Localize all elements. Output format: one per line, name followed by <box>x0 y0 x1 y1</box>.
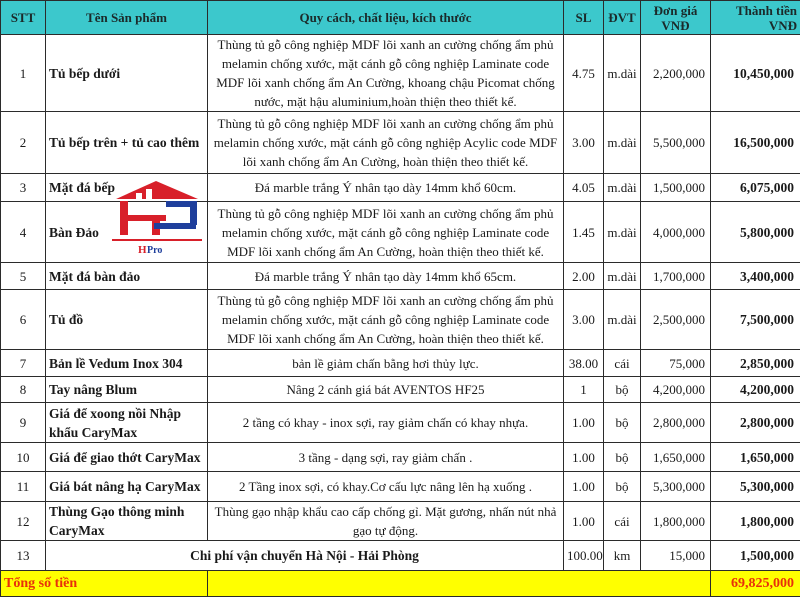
cell-total: 1,800,000 <box>711 502 800 541</box>
cell-price: 1,700,000 <box>641 263 711 290</box>
cell-stt: 7 <box>1 350 46 377</box>
cell-price: 4,000,000 <box>641 202 711 263</box>
svg-text:H: H <box>138 244 147 255</box>
cell-total: 5,800,000 <box>711 202 800 263</box>
cell-stt: 8 <box>1 377 46 403</box>
cell-unit: m.dài <box>604 290 641 350</box>
cell-total: 5,300,000 <box>711 472 800 502</box>
cell-price: 5,300,000 <box>641 472 711 502</box>
cell-unit: cái <box>604 350 641 377</box>
cell-price: 1,500,000 <box>641 174 711 202</box>
cell-price: 2,500,000 <box>641 290 711 350</box>
cell-unit: bộ <box>604 472 641 502</box>
cell-spec: Thùng gạo nhập khẩu cao cấp chống gỉ. Mặt gương, nhấn nút nhả gạo tự động. <box>208 502 564 541</box>
header-stt: STT <box>1 1 46 35</box>
header-spec: Quy cách, chất liệu, kích thước <box>208 1 564 35</box>
cell-qty: 3.00 <box>564 112 604 174</box>
cell-total: 6,075,000 <box>711 174 800 202</box>
cell-qty: 4.05 <box>564 174 604 202</box>
grand-total-value: 69,825,000 <box>711 571 800 597</box>
header-qty: SL <box>564 1 604 35</box>
cell-name: Tủ đồ <box>46 290 208 350</box>
cell-total: 10,450,000 <box>711 35 800 112</box>
cell-total: 1,500,000 <box>711 541 800 571</box>
cell-unit: m.dài <box>604 112 641 174</box>
cell-price: 15,000 <box>641 541 711 571</box>
table-row <box>1 502 800 541</box>
cell-name: Tay nâng Blum <box>46 377 208 403</box>
table-row <box>1 472 800 502</box>
cell-total: 7,500,000 <box>711 290 800 350</box>
header-price-line2: VNĐ <box>661 18 689 33</box>
cell-stt: 2 <box>1 112 46 174</box>
cell-spec: Thùng tủ gỗ công nghiệp MDF lõi xanh an cường chống ẩm phủ melamin chống xước, mặt cánh gỗ công nghiệp Laminate code MDF lõi xanh chống ẩm An Cường, hoàn thiện theo thiết kế. <box>208 290 564 350</box>
cell-spec: Thùng tủ gỗ công nghiệp MDF lõi xanh an cường chống ẩm phủ melamin chống xước, mặt cánh gỗ công nghiệp Laminate code MDF lõi xanh chống ẩm An Cường, hoàn thiện theo thiết kế. <box>208 202 564 263</box>
header-unit: ĐVT <box>604 1 641 35</box>
cell-stt: 4 <box>1 202 46 263</box>
cell-spec: Đá marble trắng Ý nhân tạo dày 14mm khổ 60cm. <box>208 174 564 202</box>
cell-price: 4,200,000 <box>641 377 711 403</box>
table-row <box>1 443 800 472</box>
cell-unit: m.dài <box>604 35 641 112</box>
cell-total: 2,800,000 <box>711 403 800 443</box>
cell-spec: 2 Tầng inox sợi, có khay.Cơ cấu lực nâng lên hạ xuống . <box>208 472 564 502</box>
cell-qty: 3.00 <box>564 290 604 350</box>
cell-stt: 13 <box>1 541 46 571</box>
cell-price: 2,200,000 <box>641 35 711 112</box>
table-row <box>1 377 800 403</box>
cell-stt: 1 <box>1 35 46 112</box>
grand-total-label: Tổng số tiền <box>1 571 208 597</box>
cell-unit: m.dài <box>604 263 641 290</box>
cell-total: 16,500,000 <box>711 112 800 174</box>
table-row <box>1 403 800 443</box>
cell-qty: 1.00 <box>564 472 604 502</box>
cell-stt: 12 <box>1 502 46 541</box>
cell-spec: Thùng tủ gỗ công nghiệp MDF lõi xanh an cường chống ẩm phủ melamin chống xước, mặt cánh gỗ công nghiệp Acylic code MDF lõi xanh chống ẩm An Cường, hoàn thiện theo thiết kế. <box>208 112 564 174</box>
cell-qty: 1.00 <box>564 443 604 472</box>
header-row <box>1 1 800 35</box>
cell-qty: 4.75 <box>564 35 604 112</box>
cell-qty: 1 <box>564 377 604 403</box>
cell-total: 4,200,000 <box>711 377 800 403</box>
cell-name: Giá bát nâng hạ CaryMax <box>46 472 208 502</box>
cell-spec: Đá marble trắng Ý nhân tạo dày 14mm khổ 65cm. <box>208 263 564 290</box>
table-row <box>1 350 800 377</box>
cell-spec: Nâng 2 cánh giá bát AVENTOS HF25 <box>208 377 564 403</box>
cell-name: Bàn Đảo <box>46 202 208 263</box>
header-price <box>641 1 711 35</box>
cell-stt: 6 <box>1 290 46 350</box>
cell-stt: 10 <box>1 443 46 472</box>
cell-name: Mặt đá bếp <box>46 174 208 202</box>
cell-name: Giá để xoong nồi Nhập khẩu CaryMax <box>46 403 208 443</box>
cell-price: 75,000 <box>641 350 711 377</box>
cell-qty: 2.00 <box>564 263 604 290</box>
cell-stt: 3 <box>1 174 46 202</box>
header-price-line1: Đơn giá <box>654 3 698 18</box>
cell-spec: bản lề giảm chấn bằng hơi thủy lực. <box>208 350 564 377</box>
cell-name: Tủ bếp dưới <box>46 35 208 112</box>
shipping-label: Chi phí vận chuyển Hà Nội - Hải Phòng <box>46 541 564 571</box>
hpro-logo-icon <box>108 177 204 255</box>
cell-price: 1,650,000 <box>641 443 711 472</box>
cell-unit: km <box>604 541 641 571</box>
cell-unit: bộ <box>604 403 641 443</box>
cell-qty: 1.00 <box>564 403 604 443</box>
cell-name: Giá để giao thớt CaryMax <box>46 443 208 472</box>
cell-price: 2,800,000 <box>641 403 711 443</box>
grand-total-spacer <box>208 571 711 597</box>
svg-text:Pro: Pro <box>147 245 162 255</box>
cell-spec: Thùng tủ gỗ công nghiệp MDF lõi xanh an cường chống ẩm phủ melamin chống xước, mặt cánh gỗ công nghiệp Laminate code MDF lõi xanh chống ẩm An Cường, khoang chậu Picomat chống nước, mặt hậu aluminium,hoàn thiện theo thiết kế. <box>208 35 564 112</box>
cell-total: 1,650,000 <box>711 443 800 472</box>
grand-total-row <box>1 571 800 597</box>
cell-unit: cái <box>604 502 641 541</box>
table-row <box>1 290 800 350</box>
cell-qty: 1.45 <box>564 202 604 263</box>
cell-name: Bản lề Vedum Inox 304 <box>46 350 208 377</box>
cell-name: Thùng Gạo thông minh CaryMax <box>46 502 208 541</box>
cell-price: 5,500,000 <box>641 112 711 174</box>
header-total <box>711 1 800 35</box>
header-total-line2: VNĐ <box>769 18 797 33</box>
cell-spec: 2 tầng có khay - inox sợi, ray giảm chấn có khay nhựa. <box>208 403 564 443</box>
cell-name: Tủ bếp trên + tủ cao thêm <box>46 112 208 174</box>
header-name: Tên Sản phẩm <box>46 1 208 35</box>
cell-total: 3,400,000 <box>711 263 800 290</box>
table-row <box>1 112 800 174</box>
cell-price: 1,800,000 <box>641 502 711 541</box>
cell-stt: 5 <box>1 263 46 290</box>
cell-unit: m.dài <box>604 174 641 202</box>
cell-qty: 100.00 <box>564 541 604 571</box>
cell-name: Mặt đá bàn đảo <box>46 263 208 290</box>
cell-qty: 38.00 <box>564 350 604 377</box>
cell-stt: 9 <box>1 403 46 443</box>
cell-total: 2,850,000 <box>711 350 800 377</box>
header-total-line1: Thành tiền <box>736 3 797 18</box>
table-row <box>1 35 800 112</box>
cell-unit: bộ <box>604 377 641 403</box>
cell-unit: bộ <box>604 443 641 472</box>
cell-stt: 11 <box>1 472 46 502</box>
cell-unit: m.dài <box>604 202 641 263</box>
cell-spec: 3 tầng - dạng sợi, ray giảm chấn . <box>208 443 564 472</box>
shipping-row <box>1 541 800 571</box>
table-row <box>1 263 800 290</box>
cell-qty: 1.00 <box>564 502 604 541</box>
